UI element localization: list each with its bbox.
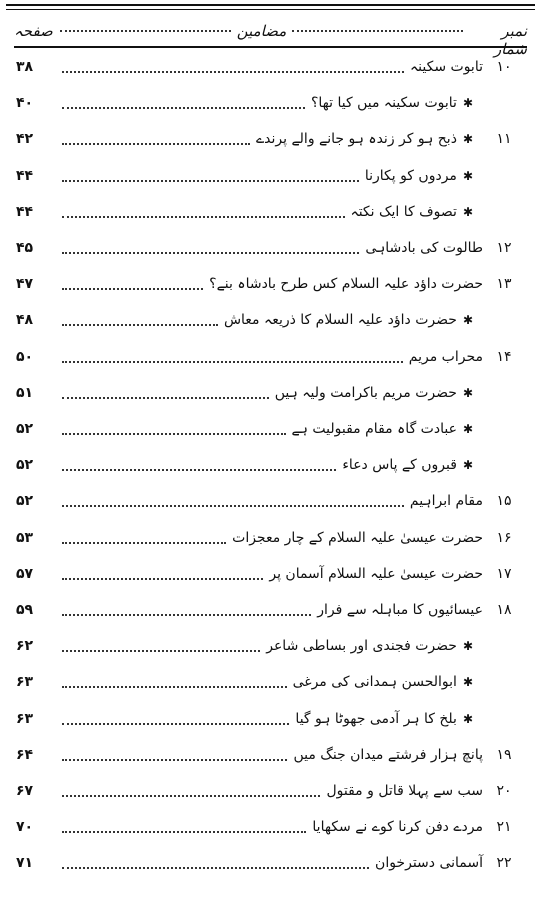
dot-leader bbox=[62, 795, 320, 797]
entry-title: بلخ کا ہر آدمی جھوٹا ہو گیا bbox=[295, 710, 457, 727]
entry-number: ۲۱ bbox=[496, 819, 512, 836]
entry-number: ۱۳ bbox=[496, 276, 512, 293]
entry-title: حضرت عیسیٰ علیہ السلام آسمان پر bbox=[269, 565, 483, 582]
entry-title-wrap bbox=[56, 674, 483, 690]
dot-leader bbox=[62, 252, 359, 254]
entry-title: ابوالحسن ہمدانی کی مرغی bbox=[292, 674, 457, 691]
dot-leader bbox=[62, 686, 287, 688]
entry-page-number: ۷۱ bbox=[16, 855, 34, 872]
toc-row[interactable] bbox=[16, 307, 525, 333]
entry-title-wrap bbox=[56, 493, 483, 509]
entry-page-number: ۵۹ bbox=[16, 602, 34, 618]
toc-row[interactable] bbox=[16, 814, 525, 840]
toc-row[interactable] bbox=[16, 669, 525, 695]
toc-row[interactable] bbox=[16, 452, 525, 478]
page-column-heading: صفحہ bbox=[14, 22, 53, 40]
topics-column-heading-wrap bbox=[54, 22, 469, 40]
toc-row[interactable] bbox=[16, 488, 525, 514]
toc-row[interactable] bbox=[16, 850, 525, 876]
entry-number: ۱۶ bbox=[496, 529, 512, 546]
toc-row[interactable] bbox=[16, 706, 525, 732]
toc-row[interactable] bbox=[16, 344, 525, 370]
entry-page-number: ۴۵ bbox=[16, 240, 34, 256]
dot-leader bbox=[62, 578, 263, 580]
entry-page-number: ۵۲ bbox=[16, 421, 34, 437]
dot-leader bbox=[62, 723, 289, 725]
entry-number: ۱۵ bbox=[496, 493, 512, 510]
entry-title-wrap bbox=[56, 711, 483, 727]
entry-page-number: ۴۸ bbox=[16, 312, 34, 329]
toc-row[interactable] bbox=[16, 525, 525, 551]
dot-leader bbox=[62, 288, 203, 290]
dot-leader bbox=[62, 650, 260, 652]
asterisk-bullet-icon: ✱ bbox=[462, 132, 473, 147]
header-dot-leader bbox=[292, 30, 463, 32]
asterisk-bullet-icon: ✱ bbox=[462, 168, 473, 183]
entry-title-wrap bbox=[56, 95, 483, 111]
entry-page-number: ۶۷ bbox=[16, 783, 34, 799]
entry-title-wrap bbox=[56, 421, 483, 437]
entry-title: سب سے پہلا قاتل و مقتول bbox=[326, 783, 483, 799]
toc-row[interactable] bbox=[16, 742, 525, 768]
dot-leader bbox=[62, 361, 403, 363]
entry-number: ۱۱ bbox=[496, 131, 512, 148]
top-rule-thin bbox=[6, 9, 535, 10]
entry-page-number: ۴۷ bbox=[16, 276, 34, 293]
entry-title: قبروں کے پاس دعاء bbox=[342, 457, 457, 474]
entry-title: تصوف کا ایک نکتہ bbox=[350, 203, 457, 220]
header-rule bbox=[14, 46, 527, 48]
toc-row[interactable] bbox=[16, 561, 525, 587]
entry-page-number: ۶۴ bbox=[16, 746, 34, 763]
entry-number: ۲۲ bbox=[496, 855, 512, 872]
entry-page-number: ۶۳ bbox=[16, 674, 34, 691]
toc-row[interactable] bbox=[16, 235, 525, 261]
entry-page-number: ۵۷ bbox=[16, 565, 34, 582]
entry-title-wrap bbox=[56, 312, 483, 328]
entry-title-wrap bbox=[56, 530, 483, 546]
entry-page-number: ۵۲ bbox=[16, 493, 34, 510]
asterisk-bullet-icon: ✱ bbox=[462, 639, 473, 654]
dot-leader bbox=[62, 143, 250, 145]
dot-leader bbox=[62, 542, 226, 544]
entry-title: حضرت عیسیٰ علیہ السلام کے چار معجزات bbox=[232, 529, 483, 546]
entry-page-number: ۶۲ bbox=[16, 638, 34, 655]
header-dot-leader bbox=[60, 30, 231, 32]
entry-title-wrap bbox=[56, 276, 483, 292]
dot-leader bbox=[62, 324, 218, 326]
entry-title-wrap bbox=[56, 385, 483, 401]
entry-page-number: ۵۳ bbox=[16, 529, 34, 546]
entry-title: عبادت گاہ مقام مقبولیت ہے bbox=[291, 421, 457, 437]
dot-leader bbox=[62, 831, 306, 833]
entry-title: طالوت کی بادشاہی bbox=[365, 240, 483, 256]
entry-title: حضرت فجندی اور بساطی شاعر bbox=[266, 638, 457, 655]
topics-column-heading: مضامین bbox=[236, 22, 287, 40]
dot-leader bbox=[62, 216, 345, 218]
dot-leader bbox=[62, 397, 269, 399]
entry-title: آسمانی دسترخوان bbox=[375, 855, 483, 872]
entry-title: حضرت داؤد علیہ السلام کس طرح بادشاہ بنے؟ bbox=[209, 276, 483, 293]
entry-page-number: ۴۴ bbox=[16, 167, 34, 184]
entry-number: ۱۴ bbox=[496, 348, 512, 365]
toc-row[interactable] bbox=[16, 778, 525, 804]
dot-leader bbox=[62, 867, 369, 869]
entry-title-wrap bbox=[56, 638, 483, 654]
toc-row[interactable] bbox=[16, 90, 525, 116]
toc-row[interactable] bbox=[16, 633, 525, 659]
entry-title-wrap bbox=[56, 819, 483, 835]
entry-title: ذبح ہو کر زندہ ہو جانے والے پرندے bbox=[255, 131, 457, 148]
dot-leader bbox=[62, 180, 359, 182]
entry-title: مردے دفن کرنا کوے نے سکھایا bbox=[312, 819, 483, 836]
entry-number: ۱۷ bbox=[496, 565, 512, 582]
entry-page-number: ۵۰ bbox=[16, 348, 34, 365]
entry-title: تابوت سکینہ bbox=[409, 59, 483, 75]
toc-row[interactable] bbox=[16, 199, 525, 225]
entry-title: محراب مریم bbox=[408, 348, 483, 365]
entry-title: پانچ ہزار فرشتے میدان جنگ میں bbox=[293, 746, 483, 763]
toc-row[interactable] bbox=[16, 54, 525, 80]
dot-leader bbox=[62, 71, 404, 73]
dot-leader bbox=[62, 505, 404, 507]
asterisk-bullet-icon: ✱ bbox=[462, 711, 473, 726]
entry-title-wrap bbox=[56, 457, 483, 473]
entry-page-number: ۷۰ bbox=[16, 819, 34, 836]
entry-title: مقام ابراہیم bbox=[409, 493, 483, 510]
entry-page-number: ۴۲ bbox=[16, 131, 34, 148]
entry-page-number: ۵۱ bbox=[16, 384, 34, 401]
entry-title: مردوں کو پکارنا bbox=[364, 167, 457, 184]
entry-title-wrap bbox=[56, 349, 483, 365]
toc-row[interactable] bbox=[16, 271, 525, 297]
asterisk-bullet-icon: ✱ bbox=[462, 385, 473, 400]
asterisk-bullet-icon: ✱ bbox=[462, 96, 473, 111]
toc-row[interactable] bbox=[16, 126, 525, 152]
entry-page-number: ۴۰ bbox=[16, 95, 34, 112]
toc-row[interactable] bbox=[16, 597, 525, 623]
entry-page-number: ۴۴ bbox=[16, 203, 34, 220]
entry-title-wrap bbox=[56, 566, 483, 582]
toc-row[interactable] bbox=[16, 380, 525, 406]
contents-header bbox=[14, 22, 527, 58]
entry-number: ۱۹ bbox=[496, 746, 512, 763]
asterisk-bullet-icon: ✱ bbox=[462, 204, 473, 219]
dot-leader bbox=[62, 469, 336, 471]
asterisk-bullet-icon: ✱ bbox=[462, 458, 473, 473]
dot-leader bbox=[62, 107, 305, 109]
entry-title: حضرت داؤد علیہ السلام کا ذریعہ معاش bbox=[223, 312, 457, 329]
entry-title-wrap bbox=[56, 131, 483, 147]
entry-number: ۱۰ bbox=[496, 59, 512, 75]
top-rule bbox=[6, 4, 535, 6]
asterisk-bullet-icon: ✱ bbox=[462, 313, 473, 328]
entry-title-wrap bbox=[56, 855, 483, 871]
dot-leader bbox=[62, 433, 286, 435]
entry-title-wrap bbox=[56, 168, 483, 184]
entry-title-wrap bbox=[56, 204, 483, 220]
entry-number: ۱۲ bbox=[496, 240, 512, 256]
dot-leader bbox=[62, 614, 311, 616]
entry-title: عیسائیوں کا مباہلہ سے فرار bbox=[317, 602, 483, 618]
toc-row[interactable] bbox=[16, 163, 525, 189]
entry-page-number: ۶۳ bbox=[16, 710, 34, 727]
entry-page-number: ۵۲ bbox=[16, 457, 34, 474]
entry-title-wrap bbox=[56, 783, 483, 799]
entry-title-wrap bbox=[56, 747, 483, 763]
entry-page-number: ۳۸ bbox=[16, 59, 34, 75]
entry-number: ۱۸ bbox=[496, 602, 512, 618]
asterisk-bullet-icon: ✱ bbox=[462, 422, 473, 436]
entry-title-wrap bbox=[56, 59, 483, 75]
entry-number: ۲۰ bbox=[496, 783, 512, 799]
toc-row[interactable] bbox=[16, 416, 525, 442]
entry-title-wrap bbox=[56, 602, 483, 618]
dot-leader bbox=[62, 759, 287, 761]
asterisk-bullet-icon: ✱ bbox=[462, 675, 473, 690]
entry-title: حضرت مریم باکرامت ولیہ ہیں bbox=[274, 384, 457, 401]
entry-title-wrap bbox=[56, 240, 483, 256]
serial-column-heading: نمبر شمار bbox=[493, 22, 527, 58]
entry-title: تابوت سکینہ میں کیا تھا؟ bbox=[310, 95, 457, 112]
